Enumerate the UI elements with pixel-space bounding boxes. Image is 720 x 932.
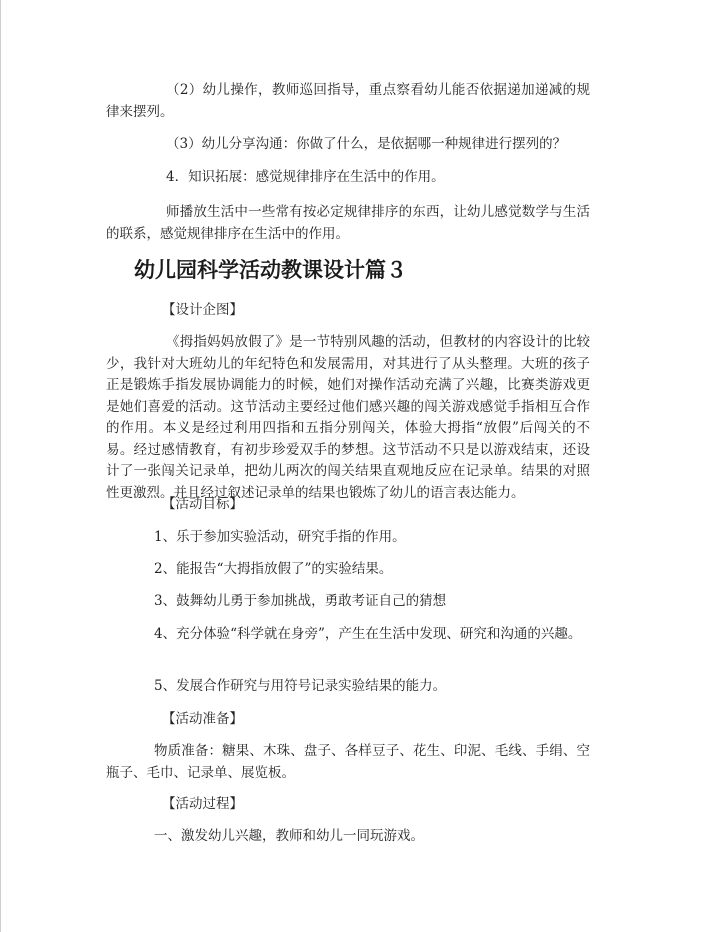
goals-label: 【活动目标】 [162, 496, 243, 512]
design-intent-body: 《拇指妈妈放假了》是一节特别风趣的活动，但教材的内容设计的比较少，我针对大班幼儿的年纪特色和发展需用，对其进行了从头整理。大班的孩子正是锻炼手指发展协调能力的时候，她们对操作活动充满了兴趣，比赛类游戏更是她们喜爱的活动。这节活动主要经过他们感兴趣的闯关游戏感觉手指相互合作的作用。本义是经过利用四指和五指分别闯关，体验大拇指“放假”后闯关的不易。经过感情教育，有初步珍爱双手的梦想。这节活动不只是以游戏结束，还设计了一张闯关记录单，把幼儿两次的闯关结果直观地反应在记录单。结果的对照性更激烈。并且经过叙述记录单的结果也锻炼了幼儿的语言表达能力。 [106, 334, 590, 501]
goal-item-5: 5、发展合作研究与用符号记录实验结果的能力。 [154, 678, 447, 694]
process-label: 【活动过程】 [162, 796, 243, 812]
preparation-body: 物质准备：糖果、木珠、盘子、各样豆子、花生、印泥、毛线、手绢、空瓶子、毛巾、记录单、展览板。 [106, 743, 590, 781]
goal-item-4: 4、充分体验“科学就在身旁”，产生在生活中发现、研究和沟通的兴趣。 [154, 626, 582, 642]
goal-item-3: 3、鼓舞幼儿勇于参加挑战，勇敢考证自己的猜想 [154, 593, 447, 609]
paragraph-extension: 4．知识拓展：感觉规律排序在生活中的作用。 [166, 169, 445, 185]
paragraph-sharing: （3）幼儿分享沟通：你做了什么，是依据哪一种规律进行摆列的？ [166, 136, 567, 152]
process-step-1: 一、激发幼儿兴趣，教师和幼儿一同玩游戏。 [154, 828, 424, 844]
design-intent-label: 【设计企图】 [162, 302, 243, 318]
goal-item-2: 2、能报告“大拇指放假了”的实验结果。 [154, 561, 393, 577]
page-frame-edge [0, 0, 1, 932]
paragraph-operation: （2）幼儿操作，教师巡回指导，重点察看幼儿能否依据递加递减的规律来摆列。 [106, 82, 590, 120]
paragraph-life-connection: 师播放生活中一些常有按必定规律排序的东西，让幼儿感觉数学与生活的联系，感觉规律排序在生活中的作用。 [106, 204, 590, 242]
section-title: 幼儿园科学活动教课设计篇３ [134, 257, 407, 282]
preparation-label: 【活动准备】 [162, 711, 243, 727]
goal-item-1: 1、乐于参加实验活动，研究手指的作用。 [154, 529, 406, 545]
